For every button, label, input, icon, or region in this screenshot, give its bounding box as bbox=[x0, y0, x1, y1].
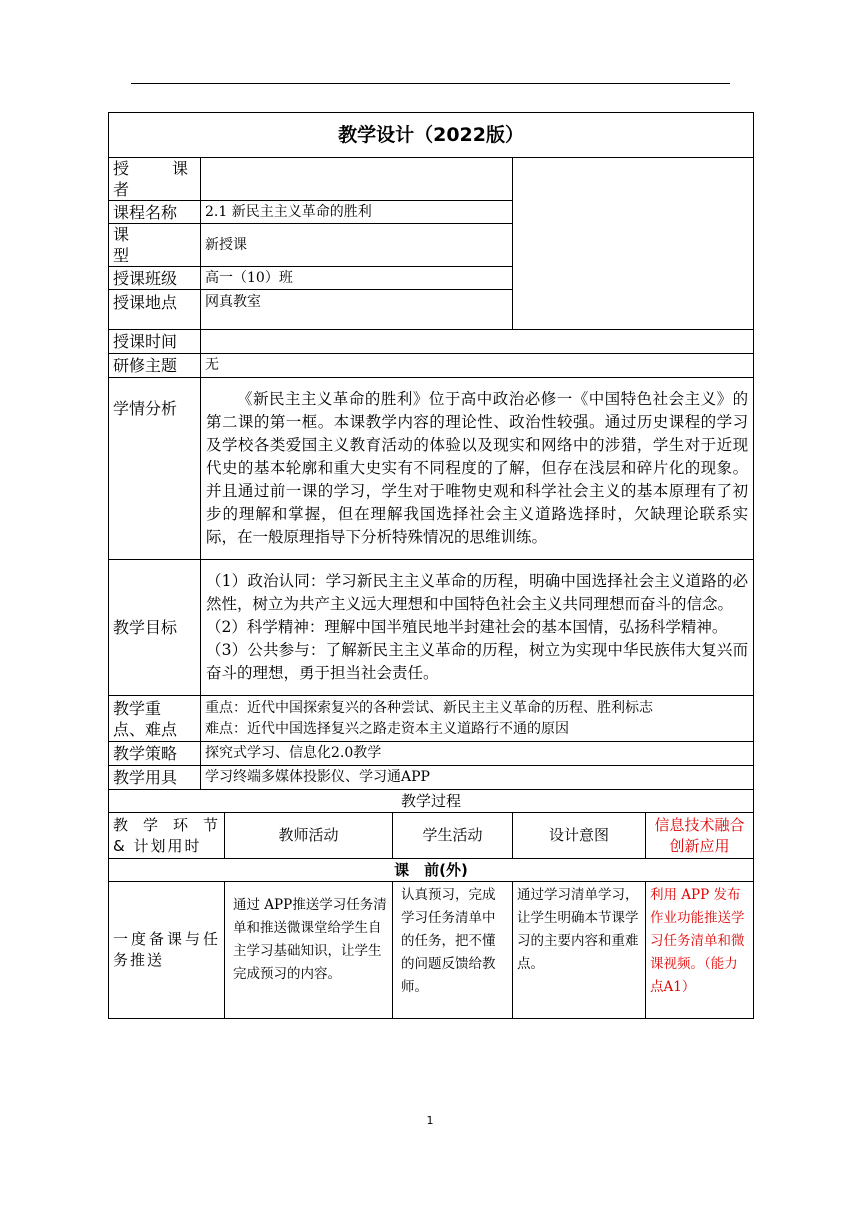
label-location: 授课地点 bbox=[109, 290, 201, 330]
value-goals bbox=[201, 560, 754, 696]
process-title: 教学过程 bbox=[109, 790, 754, 813]
section-pre-class: 课 前(外) bbox=[109, 859, 754, 882]
label-time: 授课时间 bbox=[109, 330, 201, 354]
goal-item: （3）公共参与：了解新民主主义革命的历程，树立为实现中华民族伟大复兴而奋斗的理想，勇于担当社会责任。 bbox=[206, 641, 749, 682]
value-tools: 学习终端多媒体投影仪、学习通APP bbox=[201, 766, 754, 790]
stage-cell: 一度备课与任务推送 bbox=[109, 882, 225, 1019]
header-rule bbox=[131, 83, 730, 84]
label-teacher: 授 课 者 bbox=[109, 158, 201, 201]
value-time bbox=[201, 330, 754, 354]
goal-item: （2）科学精神：理解中国半殖民地半封建社会的基本国情，弘扬科学精神。 bbox=[206, 618, 728, 636]
value-keypoints bbox=[201, 696, 754, 742]
value-class: 高一（10）班 bbox=[201, 267, 513, 290]
header-stage: 教 学 环 节 & 计划用时 bbox=[109, 813, 225, 859]
design-intent: 通过学习清单学习，让学生明确本节课学习的主要内容和重难点。 bbox=[513, 882, 646, 1019]
key-point: 重点：近代中国探索复兴的各种尝试、新民主主义革命的历程、胜利标志 bbox=[205, 699, 653, 716]
label-course: 课程名称 bbox=[109, 201, 201, 224]
label-strategy: 教学策略 bbox=[109, 742, 201, 766]
label-keypoints bbox=[109, 696, 201, 742]
value-location: 网真教室 bbox=[201, 290, 513, 330]
label-topic: 研修主题 bbox=[109, 354, 201, 378]
student-activity: 认真预习，完成学习任务清单中的任务，把不懂的问题反馈给教师。 bbox=[393, 882, 513, 1019]
keypoints-label-line1: 教学重 bbox=[113, 698, 162, 718]
goal-item: （1）政治认同：学习新民主主义革命的历程，明确中国选择社会主义道路的必然性，树立为共产主义远大理想和中国特色社会主义共同理想而奋斗的信念。 bbox=[206, 572, 749, 613]
value-type: 新授课 bbox=[201, 224, 513, 267]
doc-title: 教学设计（2022版） bbox=[109, 113, 754, 158]
label-tools: 教学用具 bbox=[109, 766, 201, 790]
photo-area bbox=[513, 158, 754, 330]
it-application: 利用 APP 发布作业功能推送学习任务清单和微课视频。（能力点A1） bbox=[646, 882, 754, 1019]
keypoints-label-line2: 点、难点 bbox=[113, 719, 178, 739]
value-course: 2.1 新民主主义革命的胜利 bbox=[201, 201, 513, 224]
label-type: 课 型 bbox=[109, 224, 201, 267]
value-teacher bbox=[201, 158, 513, 201]
header-intent: 设计意图 bbox=[513, 813, 646, 859]
value-topic: 无 bbox=[201, 354, 754, 378]
label-class: 授课班级 bbox=[109, 267, 201, 290]
page-number: 1 bbox=[426, 1114, 434, 1127]
difficult-point: 难点：近代中国选择复兴之路走资本主义道路行不通的原因 bbox=[205, 720, 569, 737]
value-analysis bbox=[201, 378, 754, 560]
lesson-plan-table bbox=[108, 112, 754, 1019]
label-analysis: 学情分析 bbox=[109, 378, 201, 560]
header-teacher: 教师活动 bbox=[225, 813, 393, 859]
teacher-activity: 通过 APP推送学习任务清单和推送微课堂给学生自主学习基础知识，让学生完成预习的内容。 bbox=[225, 882, 393, 1019]
header-student: 学生活动 bbox=[393, 813, 513, 859]
value-strategy: 探究式学习、信息化2.0教学 bbox=[201, 742, 754, 766]
analysis-text: 《新民主主义革命的胜利》位于高中政治必修一《中国特色社会主义》的第二课的第一框。本课教学内容的理论性、政治性较强。通过历史课程的学习及学校各类爱国主义教育活动的体验以及现实和网络中的涉猎，学生对于近现代史的基本轮廓和重大史实有不同程度的了解，但存在浅层和碎片化的现象。并且通过前一课的学习，学生对于唯物史观和科学社会主义的基本原理有了初步的理解和掌握，但在理解我国选择社会主义道路选择时，欠缺理论联系实际，在一般原理指导下分析特殊情况的思维训练。 bbox=[206, 390, 749, 546]
label-goals: 教学目标 bbox=[109, 560, 201, 696]
header-it: 信息技术融合创新应用 bbox=[646, 813, 754, 859]
